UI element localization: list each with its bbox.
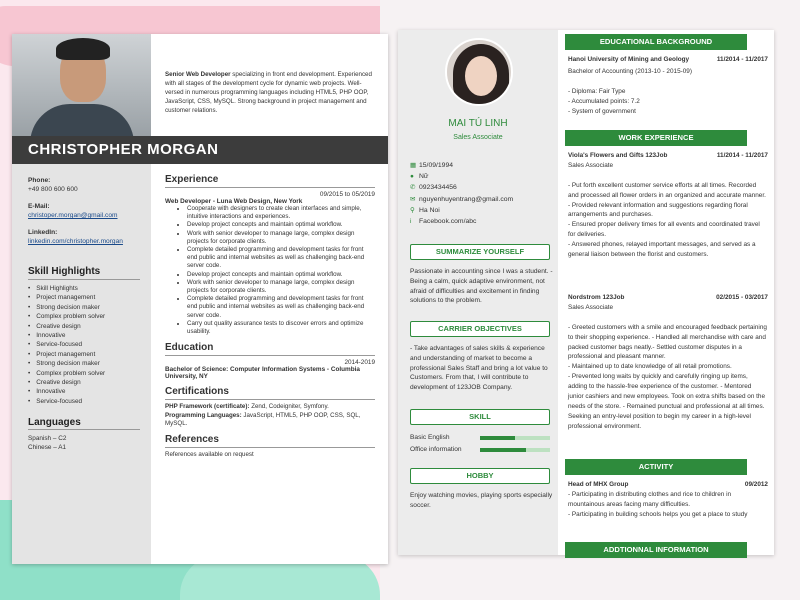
experience-item: • Develop project concepts and maintain optimal workflow. (187, 271, 375, 279)
education-heading: EDUCATIONAL BACKGROUND (565, 34, 747, 50)
education-block (568, 55, 768, 116)
edu-line (568, 77, 768, 87)
experience-item: • Carry out quality assurance tests to discover errors and optimize usability. (187, 320, 375, 336)
work-block-2 (568, 293, 768, 432)
work-company: Nordstrom 123Job (568, 294, 625, 301)
education-heading: Education (165, 342, 375, 356)
skill-heading: SKILL (410, 409, 550, 425)
skill-item: • Creative design (28, 378, 148, 387)
edu-line: - Accumulated points: 7.2 (568, 97, 640, 105)
linkedin-label: LinkedIn: (28, 229, 58, 236)
skills-heading: Skill Highlights (28, 266, 140, 280)
resume-name: MAI TÚ LINH (448, 118, 508, 129)
contact-block (28, 176, 146, 254)
skill-item: • Complex problem solver (28, 312, 148, 321)
experience-item: • Cooperate with designers to create clean interfaces and simple, intuitive interactions and experiences. (187, 205, 375, 221)
personal-info (410, 160, 555, 227)
references-heading: References (165, 434, 375, 448)
cert-php: PHP Framework (certificate): Zend, Codeigniter, Symfony. (165, 403, 329, 411)
experience-heading: Experience (165, 174, 375, 188)
summary-text: specializing in front end development. Experienced with all stages of the development cycle for dynamic web projects. Well-versed in numerous programming languages including HTML5, PHP OOP, JavaScript, CSS, MySQL. Strong background in project management and customer relations. (165, 71, 372, 114)
activity-date: 09/2012 (744, 481, 768, 488)
info-text: Nữ (419, 173, 429, 181)
skill-name: Office information (410, 446, 462, 453)
edu-line: Bachelor of Accounting (2013-10 - 2015-09) (568, 67, 692, 75)
experience-item: • Complete detailed programming and development tasks for front end public and internal websites as well as challenging back-end server code. (187, 295, 375, 320)
skill-item: • Service-focused (28, 340, 148, 349)
languages-heading: Languages (28, 418, 140, 430)
experience-item: • Complete detailed programming and development tasks for front end public and internal websites as well as challenging back-end server code. (187, 246, 375, 271)
experience-item: • Work with senior developer to manage large, complex design projects for corporate clients. (187, 230, 375, 246)
resume-role: Sales Associate (453, 134, 503, 141)
hobby-text: Enjoy watching movies, playing sports especially soccer. (410, 492, 553, 509)
email-icon: ✉ (410, 195, 416, 203)
skill-item: • Innovative (28, 387, 148, 396)
info-text: 0923434456 (419, 184, 457, 192)
work-company: Viola's Flowers and Gifts 123Job (568, 152, 668, 159)
work-description: Sales Associate - Greeted customers with a smile and encouraged feedback pertaining to their shopping experience. - Handled all merchandise with care and packed customer bags neatly.- Settled customer disputes in a professional and pleasant manner. - Maintained up to date knowledge of all retail promotions. - Prevented long waits by quickly and carefully ringing up items, adding to the hassle-free experience of the customer. - Mentored junior cashiers and new employees. Took on extra shifts based on the needs of the store. - Remained punctual and professional at all times. Seeking an entry-level position to begin my career in a high-level professional environment. (568, 303, 767, 430)
info-text: nguyenhuyentrang@gmail.com (419, 195, 514, 203)
edu-details (568, 67, 768, 117)
skills-list (28, 284, 148, 406)
skill-bar-fill (480, 448, 526, 452)
work-block-1 (568, 151, 768, 260)
info-text: Ha Noi (419, 206, 440, 214)
skill-item: • Service-focused (28, 397, 148, 406)
additional-heading: ADDTIONNAL INFORMATION (565, 542, 747, 558)
edu-date: 11/2014 - 11/2017 (716, 56, 768, 63)
resume-main (165, 174, 375, 466)
skill-item: • Complex problem solver (28, 369, 148, 378)
certifications-heading: Certifications (165, 386, 375, 400)
objectives-heading: CARRIER OBJECTIVES (410, 321, 550, 337)
email-link[interactable]: christoper.morgan@gmail.com (28, 212, 118, 219)
info-text: 15/09/1994 (419, 162, 454, 169)
info-row (410, 171, 555, 182)
profile-summary (165, 70, 375, 115)
summarize-heading: SUMMARIZE YOURSELF (410, 244, 550, 260)
skill-item: • Project management (28, 350, 148, 359)
edu-line: - System of government (568, 107, 636, 115)
experience-date: 09/2015 to 05/2019 (319, 191, 375, 198)
skill-bar (480, 436, 550, 440)
profile-avatar (445, 38, 513, 106)
resume-name: CHRISTOPHER MORGAN (12, 136, 388, 164)
job-title: Web Developer - Luna Web Design, New York (165, 198, 303, 205)
summarize-text: Passionate in accounting since I was a student. - Being a calm, quick adaptive environment, not afraid of difficulties and excitement in finding solutions to the problem. (410, 268, 553, 305)
work-date: 02/2015 - 03/2017 (716, 294, 768, 301)
skill-item: • Skill Highlights (28, 284, 148, 293)
skill-item: • Innovative (28, 331, 148, 340)
hobby-heading: HOBBY (410, 468, 550, 484)
objectives-text: - Take advantages of sales skills & experience and understanding of market to become a professional Sales Staff and bring a lot value to Customers. From that, I will contribute to development of 123JOB Company. (410, 345, 548, 392)
resume-christopher-morgan (12, 34, 388, 564)
activity-heading: ACTIVITY (565, 459, 747, 475)
skill-name: Basic English (410, 434, 450, 441)
profile-photo (12, 34, 151, 136)
language-item: Spanish – C2 (28, 435, 67, 442)
experience-item: • Develop project concepts and maintain optimal workflow. (187, 221, 375, 229)
education-degree: Bachelor of Science: Computer Information Systems - Columbia University, NY (165, 366, 360, 381)
skill-item: • Strong decision maker (28, 359, 148, 368)
skill-item: • Strong decision maker (28, 303, 148, 312)
activity-org: Head of MHX Group (568, 481, 629, 488)
summary-title: Senior Web Developer (165, 71, 231, 78)
skill-row (410, 446, 555, 456)
skill-row (410, 434, 555, 444)
skill-item: • Creative design (28, 322, 148, 331)
experience-list (165, 205, 375, 336)
skill-bar-fill (480, 436, 515, 440)
references-text: References available on request (165, 451, 254, 459)
info-row (410, 194, 555, 205)
work-heading: WORK EXPERIENCE (565, 130, 747, 146)
info-row (410, 160, 555, 171)
cert-languages: Programming Languages: JavaScript, HTML5, PHP OOP, CSS, SQL, MySQL. (165, 411, 361, 428)
info-row (410, 182, 555, 193)
location-icon: ⚲ (410, 206, 415, 214)
info-icon: i (410, 218, 412, 226)
edu-line: - Diploma: Fair Type (568, 87, 626, 95)
edu-school: Hanoi University of Mining and Geology (568, 56, 690, 63)
phone-label: Phone: (28, 177, 51, 184)
activity-description: - Participating in distributing clothes and rice to children in mountainous areas facing many difficulties. - Participating in building schools helps you get a place to study (568, 490, 748, 518)
languages-section (28, 418, 148, 452)
phone-value: +49 800 600 600 (28, 186, 78, 193)
language-item: Chinese – A1 (28, 444, 67, 451)
linkedin-link[interactable]: linkedin.com/christopher.morgan (28, 238, 123, 245)
user-icon: ● (410, 173, 414, 181)
experience-item: • Work with senior developer to manage large, complex design projects for corporate clients. (187, 279, 375, 295)
info-row (410, 205, 555, 216)
activity-block (568, 480, 768, 520)
info-text: Facebook.com/abc (419, 218, 477, 226)
info-row (410, 216, 555, 227)
resume-mai-tu-linh (398, 30, 774, 555)
calendar-icon: ▦ (410, 162, 417, 169)
education-date: 2014-2019 (344, 359, 375, 367)
work-date: 11/2014 - 11/2017 (716, 152, 768, 159)
skill-item: • Project management (28, 293, 148, 302)
work-description: Sales Associate - Put forth excellent customer service efforts at all times. Recorded and processed all flower orders in an organized and accurate manner. - Provided relevant information and suggestions regarding floral arrangements and purchases. - Ensured proper delivery times for all events and coordinated travel for deliveries. - Answered phones, relayed important messages, and served as a general liaison between the florist and customers. (568, 161, 766, 259)
email-label: E-Mail: (28, 203, 50, 210)
skills-section (28, 266, 148, 406)
skill-bar (480, 448, 550, 452)
phone-icon: ✆ (410, 184, 416, 192)
